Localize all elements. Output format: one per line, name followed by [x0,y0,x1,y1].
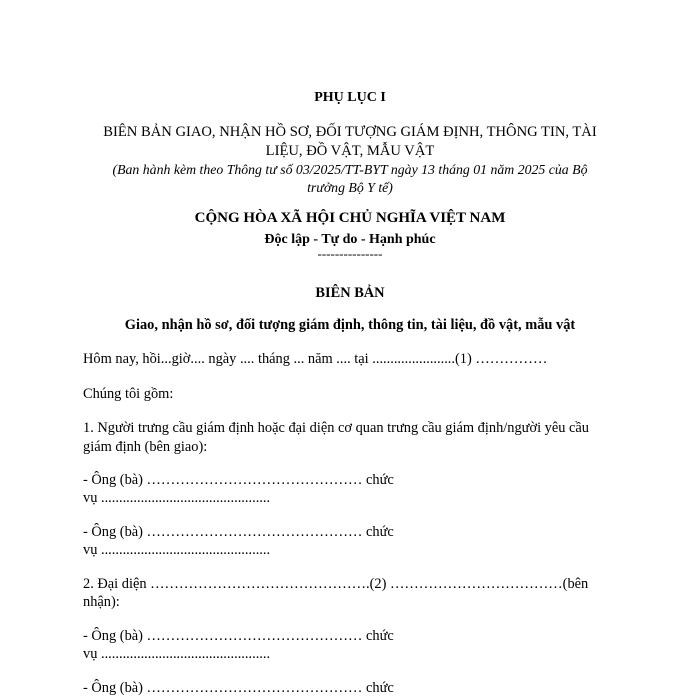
party-2-person-1-line-1: - Ông (bà) ……………………………………… chức [83,628,394,644]
party-2-heading-line-2: nhận): [83,594,120,610]
party-1-heading-line-1: 1. Người trưng cầu giám định hoặc đại diện cơ quan trưng cầu giám định/người yêu cầu [83,420,590,436]
form-title-line-1: BIÊN BẢN GIAO, NHẬN HỒ SƠ, ĐỐI TƯỢNG GIÁM ĐỊNH, THÔNG TIN, TÀI [103,124,597,140]
party-2-person-2-line-1: - Ông (bà) ……………………………………… chức [83,680,394,696]
party-1-heading-line-2: giám định (bên giao): [83,439,208,455]
form-subtitle-line-1: (Ban hành kèm theo Thông tư số 03/2025/TT-BYT ngày 13 tháng 01 năm 2025 của Bộ [112,162,588,177]
document-subtitle: Giao, nhận hồ sơ, đối tượng giám định, thông tin, tài liệu, đồ vật, mẫu vật [124,317,576,333]
party-1-person-1-line-1: - Ông (bà) ……………………………………… chức [83,472,394,488]
national-motto: Độc lập - Tự do - Hạnh phúc [264,232,436,247]
document-title: BIÊN BẢN [315,285,385,301]
motto-divider: --------------- [317,246,383,261]
form-subtitle-line-2: trưởng Bộ Y tế) [307,180,393,195]
party-2-person-1-line-2: vụ ............................................... [83,646,271,662]
party-1-person-1-line-2: vụ ............................................... [83,490,271,506]
form-title-line-2: LIỆU, ĐỒ VẬT, MẪU VẬT [265,143,435,159]
party-1-person-2-line-1: - Ông (bà) ……………………………………… chức [83,524,394,540]
party-1-person-2-line-2: vụ ............................................... [83,542,271,558]
party-2-heading-line-1: 2. Đại diện ……………………………………….(2) ………………………………(bên [83,576,589,592]
appendix-heading: PHỤ LỤC I [314,90,386,105]
we-are-line: Chúng tôi gồm: [83,386,174,402]
national-name: CỘNG HÒA XÃ HỘI CHỦ NGHĨA VIỆT NAM [194,210,506,226]
date-place-line: Hôm nay, hồi...giờ.... ngày .... tháng ... năm .... tại .......................(1) …………… [83,351,548,367]
